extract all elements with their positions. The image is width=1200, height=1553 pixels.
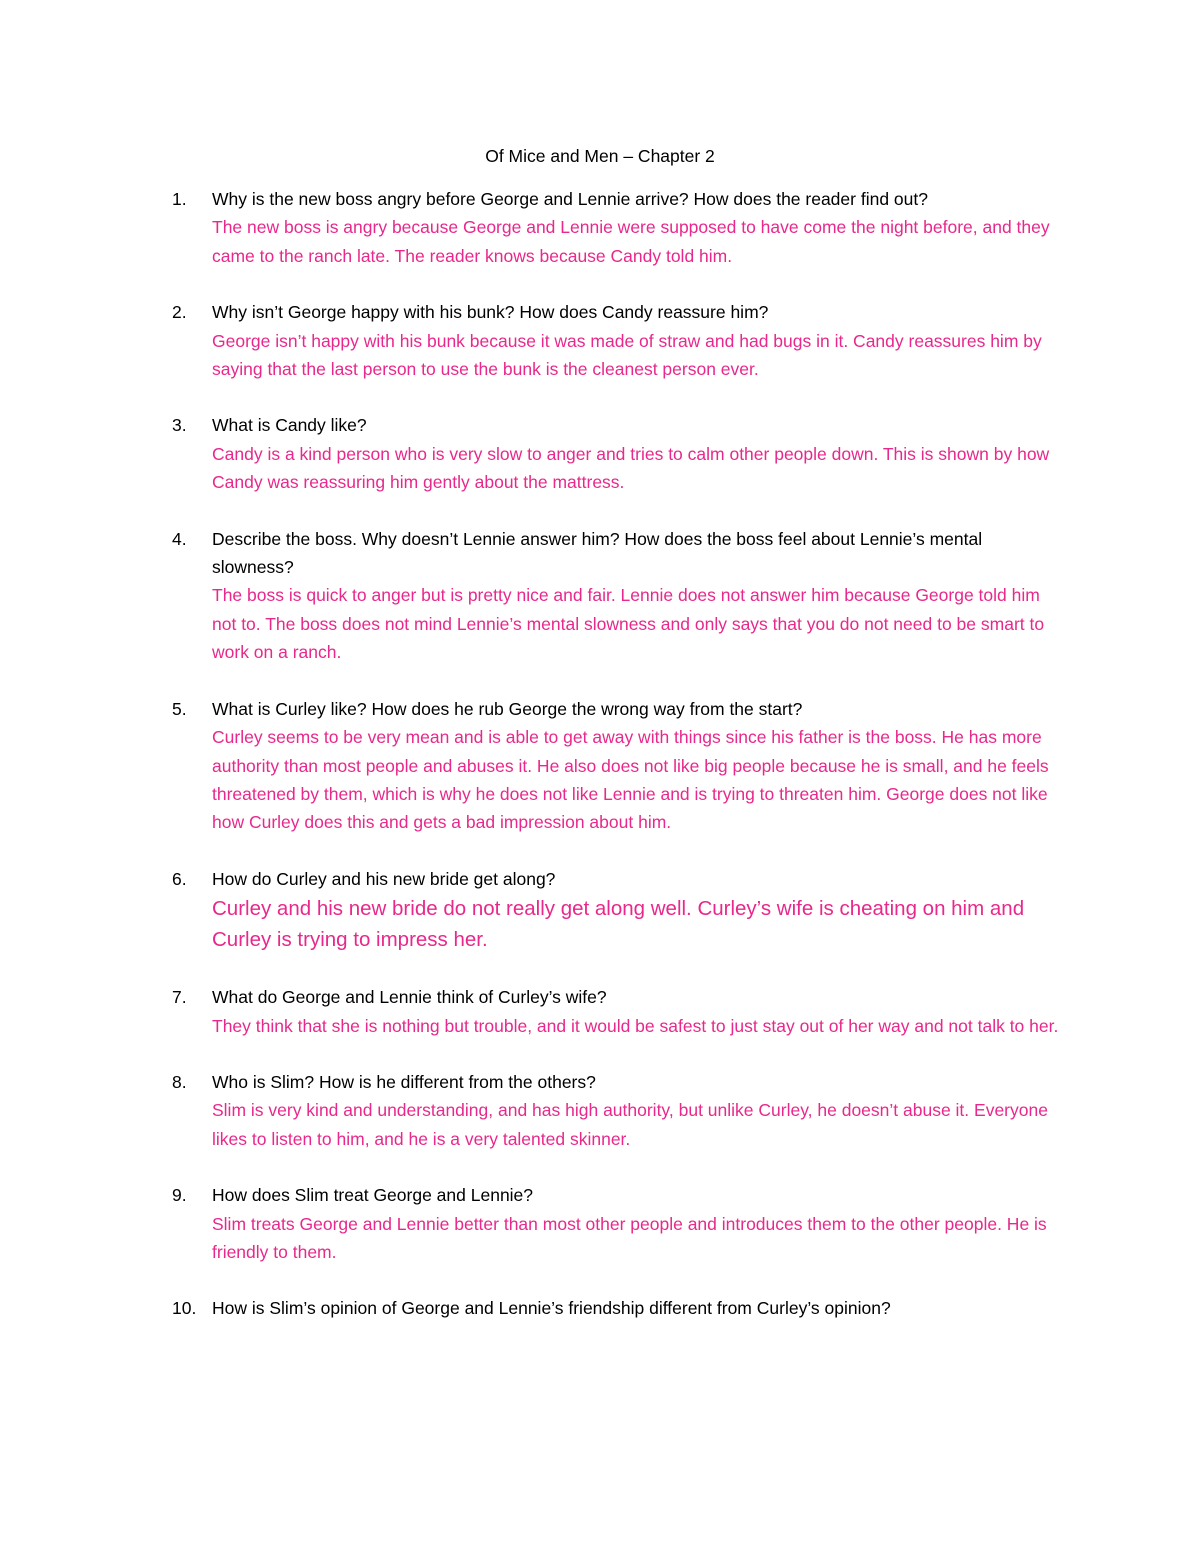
question-item-3	[172, 411, 1062, 496]
question-text: Who is Slim? How is he different from the others?	[212, 1071, 596, 1092]
question-item-9	[172, 1181, 1062, 1266]
answer-text: Curley and his new bride do not really get along well. Curley’s wife is cheating on him and Curley is trying to impress her.	[212, 897, 1025, 952]
question-item-5	[172, 695, 1062, 837]
question-number: 7.	[172, 987, 187, 1008]
question-item-4	[172, 525, 1062, 667]
question-item-7	[172, 983, 1062, 1040]
question-number: 3.	[172, 415, 187, 436]
answer-text: Candy is a kind person who is very slow to anger and tries to calm other people down. This is shown by how Candy was reassuring him gently about the mattress.	[212, 443, 1050, 493]
question-text: Why is the new boss angry before George and Lennie arrive? How does the reader find out?	[212, 189, 928, 209]
question-number: 8.	[172, 1071, 187, 1092]
answer-text: Slim treats George and Lennie better than most other people and introduces them to the other people. He is friendly to them.	[212, 1213, 1047, 1262]
answer-text: George isn’t happy with his bunk because it was made of straw and had bugs in it. Candy reassures him by saying that the last person to use the bunk is the cleanest person ever.	[212, 330, 1042, 380]
answer-text: The new boss is angry because George and Lennie were supposed to have come the night before, and they came to the ranch late. The reader knows because Candy told him.	[212, 217, 1050, 266]
question-number: 6.	[172, 868, 187, 889]
question-list	[172, 185, 1062, 1351]
answer-text: Curley seems to be very mean and is able to get away with things since his father is the boss. He has more authority than most people and abuses it. He also does not like big people because he is small, and he feels threatened by them, which is why he does not like Lennie and is trying to threaten him. George does not like how Curley does this and gets a bad impression about him.	[212, 727, 1049, 833]
question-item-8	[172, 1068, 1062, 1153]
question-item-10	[172, 1294, 1062, 1322]
question-text: Why isn’t George happy with his bunk? How does Candy reassure him?	[212, 302, 769, 323]
question-text: How do Curley and his new bride get along?	[212, 868, 556, 889]
question-number: 4.	[172, 528, 187, 549]
question-item-6	[172, 865, 1062, 955]
question-text: How does Slim treat George and Lennie?	[212, 1185, 534, 1206]
question-number: 9.	[172, 1185, 187, 1206]
question-number: 2.	[172, 302, 187, 323]
question-text: What is Candy like?	[212, 415, 367, 436]
question-text: What do George and Lennie think of Curley’s wife?	[212, 987, 607, 1008]
answer-text: They think that she is nothing but trouble, and it would be safest to just stay out of her way and not talk to her.	[212, 1015, 1059, 1036]
question-item-2	[172, 298, 1062, 383]
answer-text: Slim is very kind and understanding, and has high authority, but unlike Curley, he doesn’t abuse it. Everyone likes to listen to him, and he is a very talented skinner.	[212, 1100, 1048, 1149]
question-item-1	[172, 185, 1062, 270]
answer-text: The boss is quick to anger but is pretty nice and fair. Lennie does not answer him because George told him not to. The boss does not mind Lennie’s mental slowness and only says that you do not need to be smart to work on a ranch.	[212, 585, 1045, 663]
document-title: Of Mice and Men – Chapter 2	[485, 146, 715, 166]
question-text: What is Curley like? How does he rub George the wrong way from the start?	[212, 698, 803, 719]
question-number: 10.	[172, 1298, 197, 1319]
question-text: Describe the boss. Why doesn’t Lennie answer him? How does the boss feel about Lennie’s mental slowness?	[212, 528, 983, 578]
question-text: How is Slim’s opinion of George and Lennie’s friendship different from Curley’s opinion?	[212, 1298, 891, 1319]
question-number: 1.	[172, 189, 187, 209]
question-number: 5.	[172, 698, 187, 719]
